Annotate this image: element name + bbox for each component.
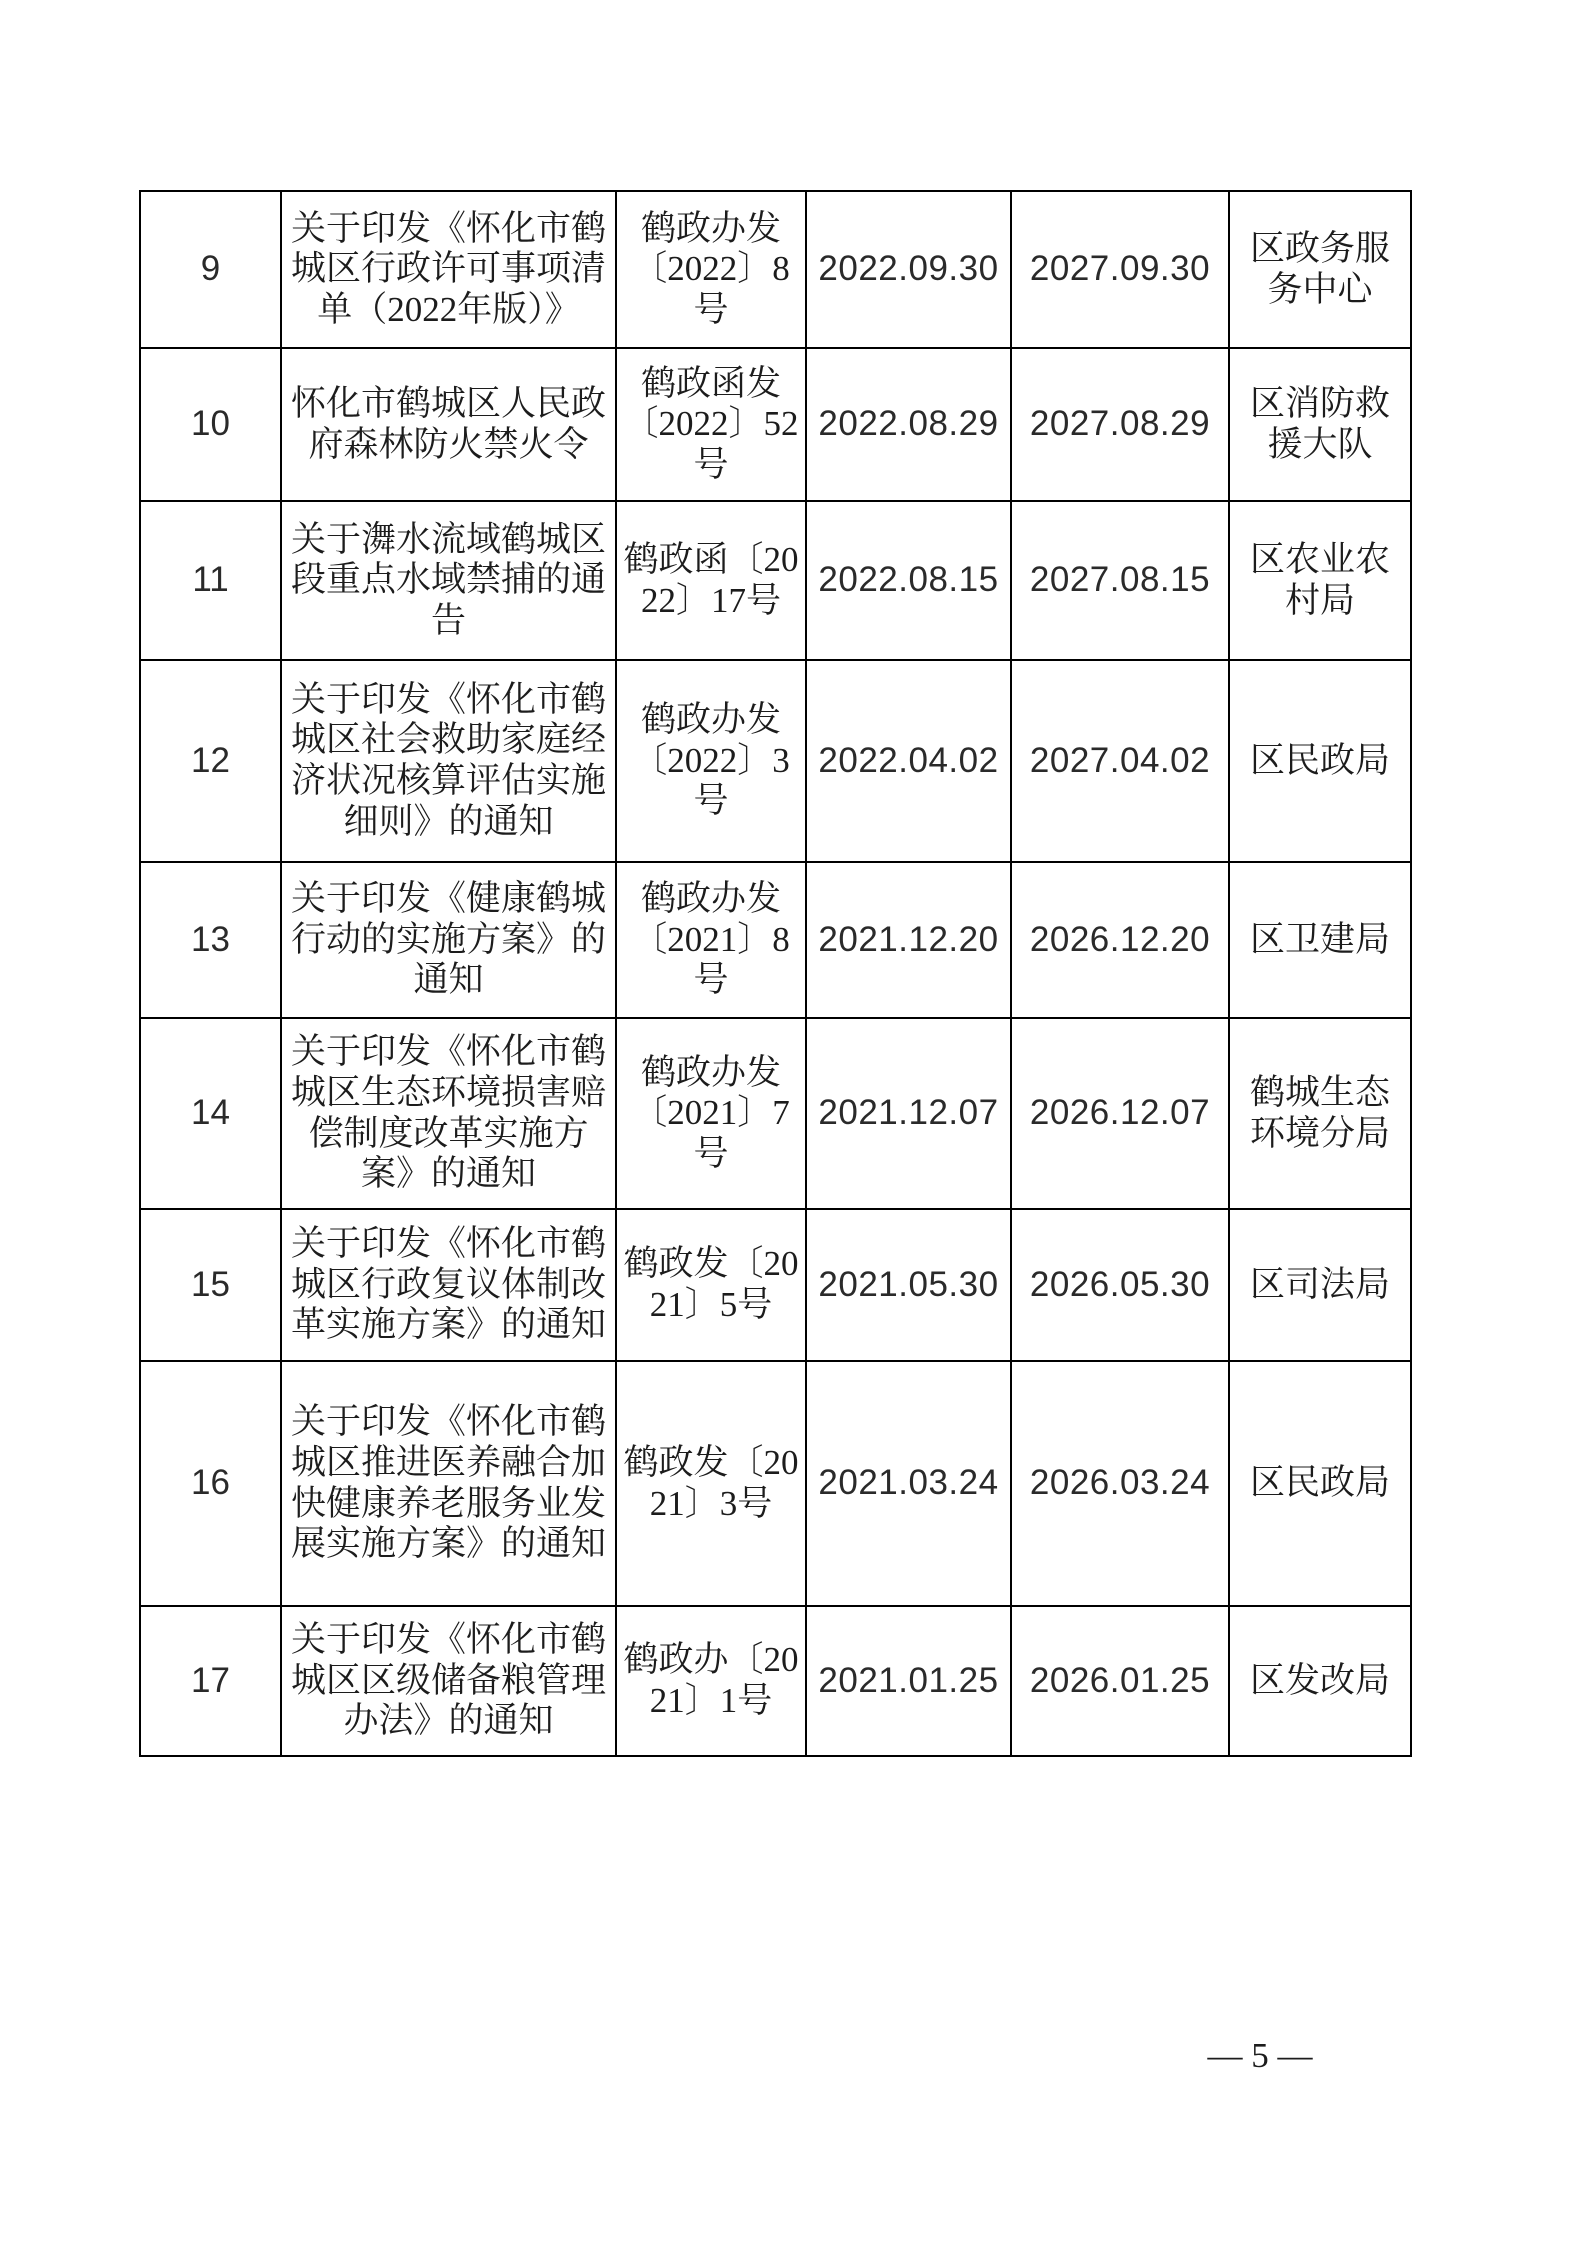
- department-cell: 区农业农村局: [1229, 501, 1411, 660]
- issue-date-cell: 2022.09.30: [806, 191, 1011, 348]
- issue-date-cell: 2022.08.29: [806, 348, 1011, 501]
- row-number-cell: 16: [140, 1361, 281, 1606]
- expiry-date-cell: 2027.09.30: [1011, 191, 1229, 348]
- row-number-cell: 10: [140, 348, 281, 501]
- row-number-cell: 15: [140, 1209, 281, 1361]
- table-row: [140, 660, 1411, 862]
- expiry-date-cell: 2027.08.29: [1011, 348, 1229, 501]
- table-row: [140, 1209, 1411, 1361]
- doc-number-cell: 鹤政办发〔2022〕3号: [616, 660, 806, 862]
- row-number-cell: 13: [140, 862, 281, 1018]
- expiry-date-cell: 2026.12.07: [1011, 1018, 1229, 1209]
- title-cell: 关于印发《怀化市鹤城区社会救助家庭经济状况核算评估实施细则》的通知: [281, 660, 616, 862]
- table-row: [140, 862, 1411, 1018]
- title-cell: 关于印发《怀化市鹤城区生态环境损害赔偿制度改革实施方案》的通知: [281, 1018, 616, 1209]
- title-cell: 关于㵲水流域鹤城区段重点水域禁捕的通告: [281, 501, 616, 660]
- issue-date-cell: 2021.05.30: [806, 1209, 1011, 1361]
- title-cell: 关于印发《怀化市鹤城区区级储备粮管理办法》的通知: [281, 1606, 616, 1756]
- title-cell: 怀化市鹤城区人民政府森林防火禁火令: [281, 348, 616, 501]
- expiry-date-cell: 2027.04.02: [1011, 660, 1229, 862]
- expiry-date-cell: 2026.12.20: [1011, 862, 1229, 1018]
- table-row: [140, 348, 1411, 501]
- doc-number-cell: 鹤政发〔2021〕3号: [616, 1361, 806, 1606]
- department-cell: 区司法局: [1229, 1209, 1411, 1361]
- issue-date-cell: 2021.01.25: [806, 1606, 1011, 1756]
- page-number: — 5 —: [1207, 2036, 1313, 2075]
- expiry-date-cell: 2026.05.30: [1011, 1209, 1229, 1361]
- title-cell: 关于印发《怀化市鹤城区行政许可事项清单（2022年版）》: [281, 191, 616, 348]
- department-cell: 区政务服务中心: [1229, 191, 1411, 348]
- doc-number-cell: 鹤政发〔2021〕5号: [616, 1209, 806, 1361]
- table-row: [140, 1018, 1411, 1209]
- row-number-cell: 17: [140, 1606, 281, 1756]
- doc-number-cell: 鹤政办发〔2021〕7号: [616, 1018, 806, 1209]
- table-row: [140, 501, 1411, 660]
- expiry-date-cell: 2026.01.25: [1011, 1606, 1229, 1756]
- table-row: [140, 1361, 1411, 1606]
- issue-date-cell: 2022.08.15: [806, 501, 1011, 660]
- title-cell: 关于印发《怀化市鹤城区推进医养融合加快健康养老服务业发展实施方案》的通知: [281, 1361, 616, 1606]
- department-cell: 鹤城生态环境分局: [1229, 1018, 1411, 1209]
- doc-number-cell: 鹤政函〔2022〕17号: [616, 501, 806, 660]
- department-cell: 区卫建局: [1229, 862, 1411, 1018]
- issue-date-cell: 2021.03.24: [806, 1361, 1011, 1606]
- department-cell: 区民政局: [1229, 660, 1411, 862]
- title-cell: 关于印发《怀化市鹤城区行政复议体制改革实施方案》的通知: [281, 1209, 616, 1361]
- row-number-cell: 12: [140, 660, 281, 862]
- department-cell: 区民政局: [1229, 1361, 1411, 1606]
- issue-date-cell: 2021.12.20: [806, 862, 1011, 1018]
- issue-date-cell: 2021.12.07: [806, 1018, 1011, 1209]
- row-number-cell: 9: [140, 191, 281, 348]
- table-row: [140, 191, 1411, 348]
- title-cell: 关于印发《健康鹤城行动的实施方案》的通知: [281, 862, 616, 1018]
- documents-table: [139, 190, 1412, 1757]
- expiry-date-cell: 2026.03.24: [1011, 1361, 1229, 1606]
- department-cell: 区消防救援大队: [1229, 348, 1411, 501]
- table-row: [140, 1606, 1411, 1756]
- doc-number-cell: 鹤政办〔2021〕1号: [616, 1606, 806, 1756]
- department-cell: 区发改局: [1229, 1606, 1411, 1756]
- doc-number-cell: 鹤政办发〔2022〕8号: [616, 191, 806, 348]
- row-number-cell: 11: [140, 501, 281, 660]
- doc-number-cell: 鹤政函发〔2022〕52号: [616, 348, 806, 501]
- doc-number-cell: 鹤政办发〔2021〕8号: [616, 862, 806, 1018]
- issue-date-cell: 2022.04.02: [806, 660, 1011, 862]
- expiry-date-cell: 2027.08.15: [1011, 501, 1229, 660]
- row-number-cell: 14: [140, 1018, 281, 1209]
